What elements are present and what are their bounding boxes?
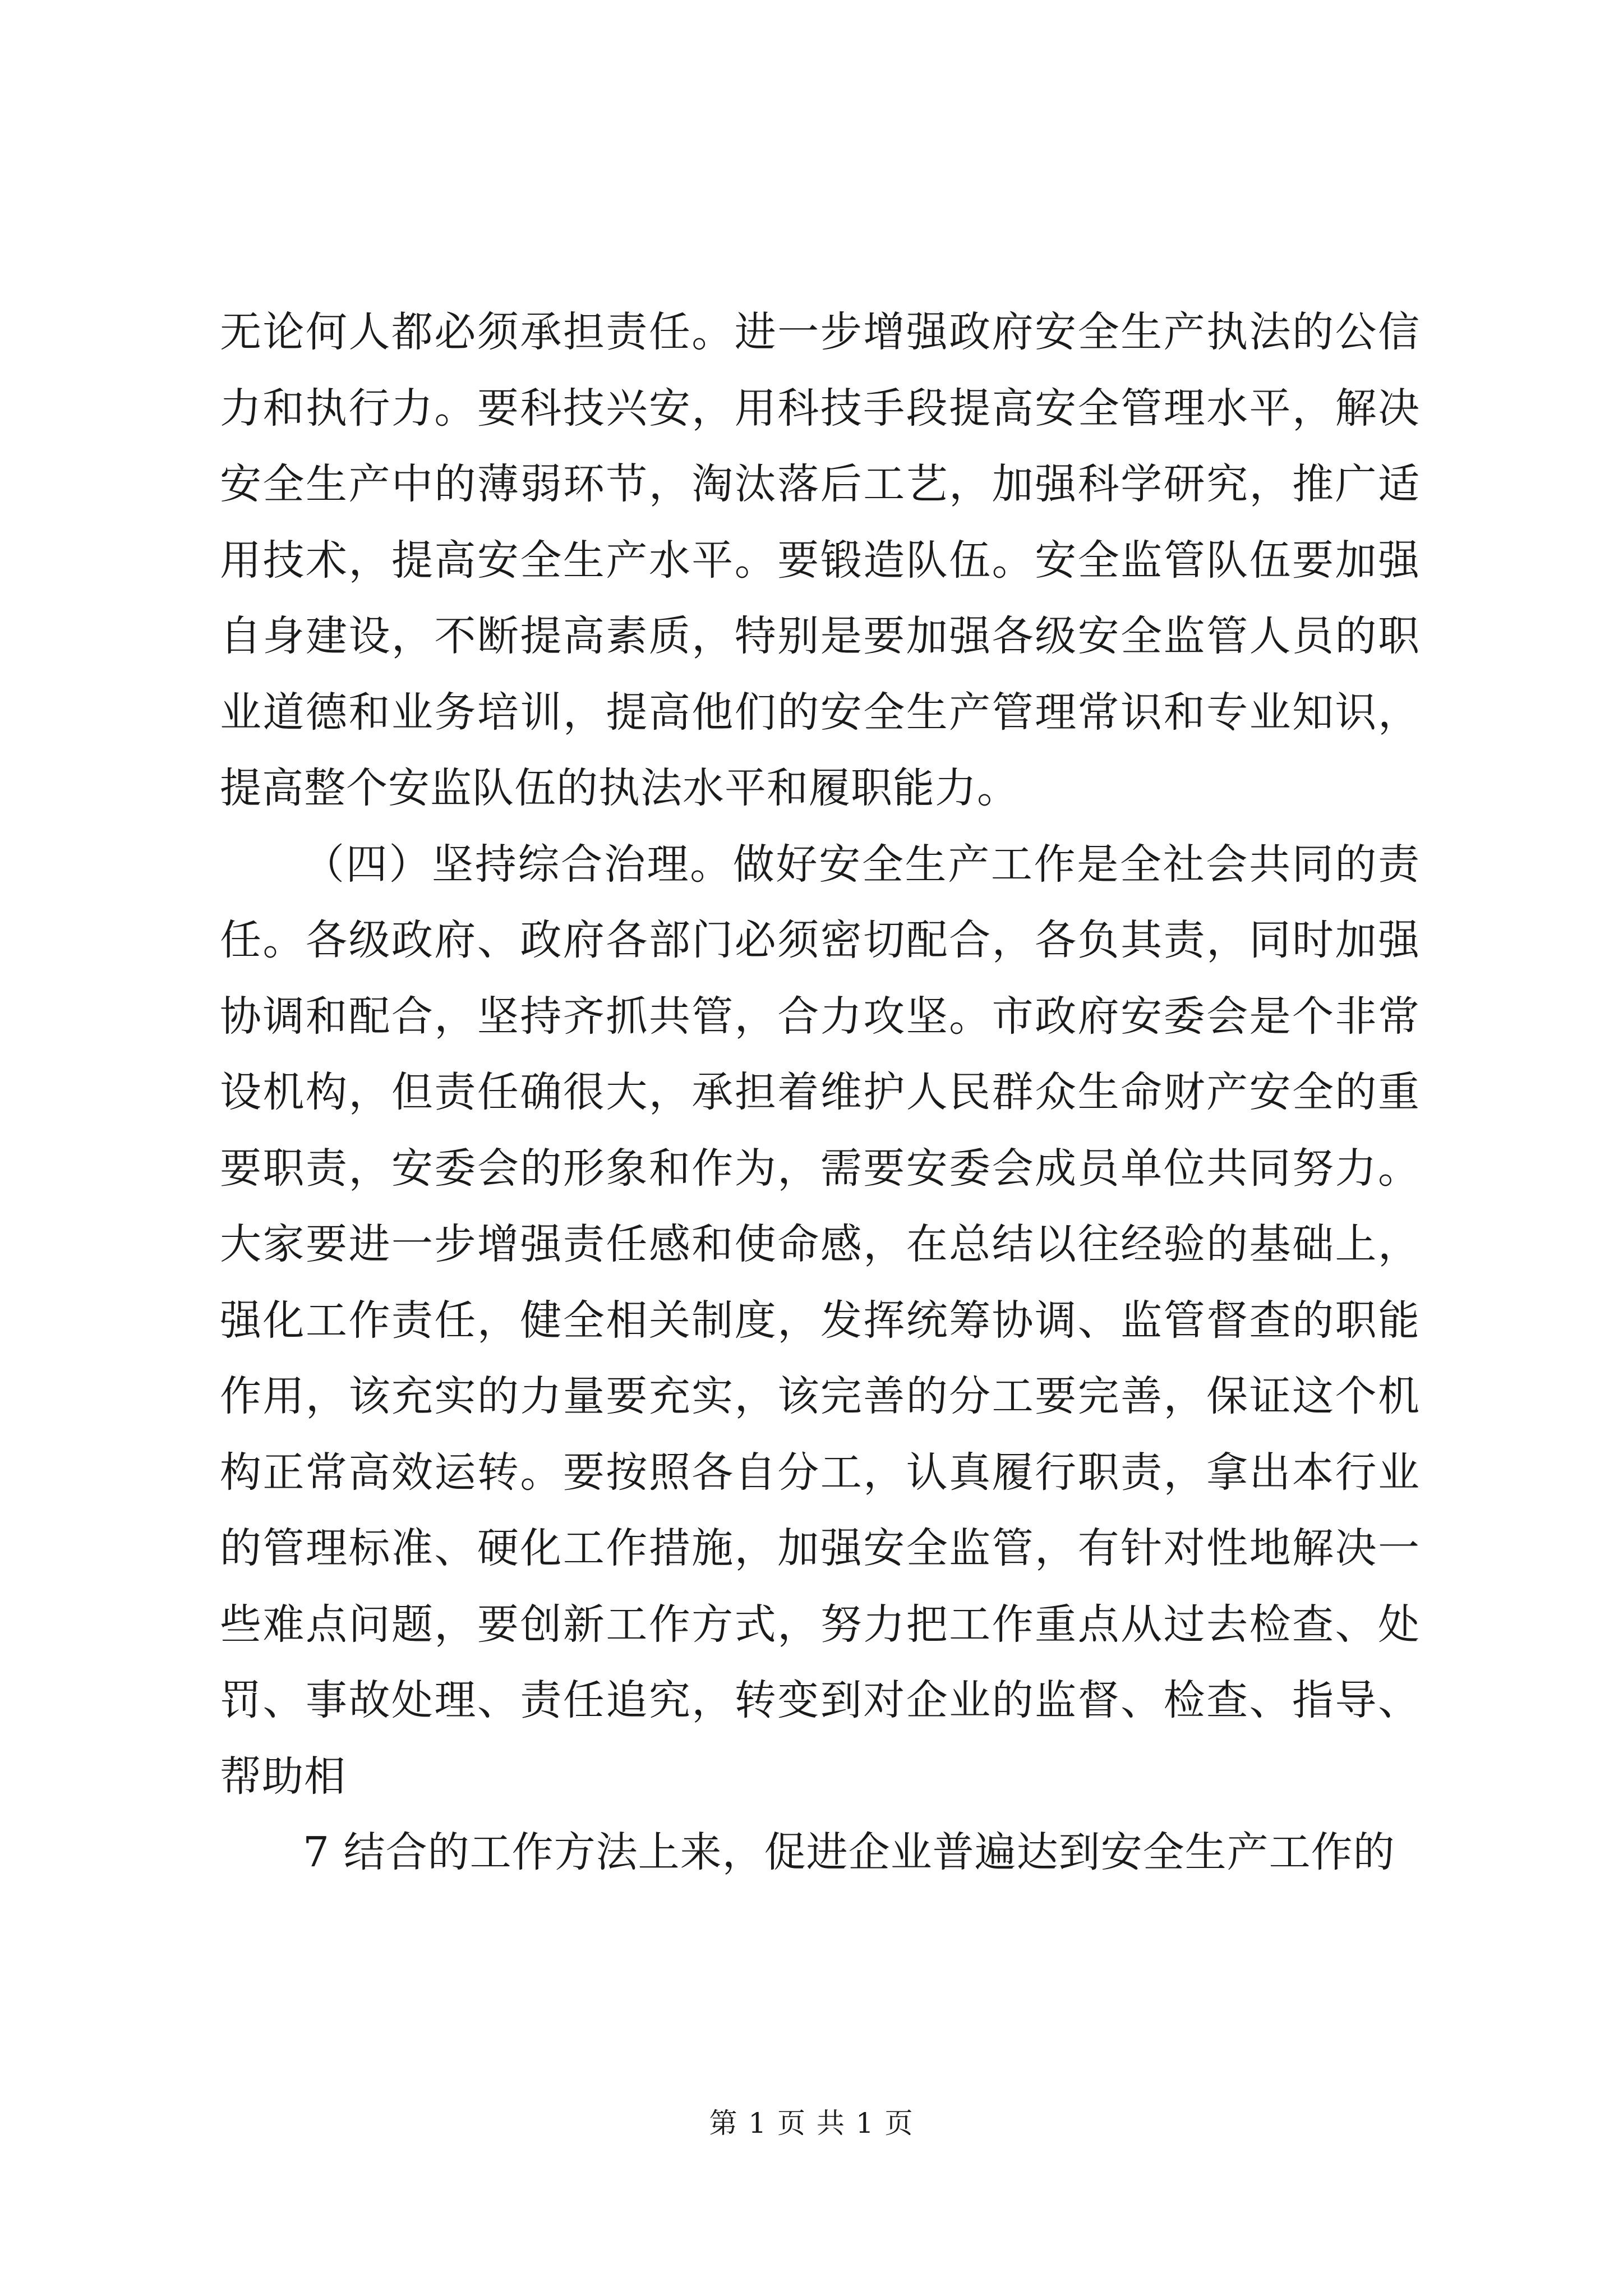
page-footer: 第 1 页 共 1 页 <box>709 2107 914 2139</box>
document-body <box>220 295 1420 1891</box>
paragraph-continuation: 无论何人都必须承担责任。进一步增强政府安全生产执法的公信力和执行力。要科技兴安，用科技手段提高安全管理水平，解决安全生产中的薄弱环节，淘汰落后工艺，加强科学研究，推广适用技术，提高安全生产水平。要锻造队伍。安全监管队伍要加强自身建设，不断提高素质，特别是要加强各级安全监管人员的职业道德和业务培训，提高他们的安全生产管理常识和专业知识，提高整个安监队伍的执法水平和履职能力。 <box>220 308 1420 812</box>
paragraph-section-four: （四）坚持综合治理。做好安全生产工作是全社会共同的责任。各级政府、政府各部门必须密切配合，各负其责，同时加强协调和配合，坚持齐抓共管，合力攻坚。市政府安委会是个非常设机构，但责任确很大，承担着维护人民群众生命财产安全的重要职责，安委会的形象和作为，需要安委会成员单位共同努力。大家要进一步增强责任感和使命感，在总结以往经验的基础上，强化工作责任，健全相关制度，发挥统筹协调、监管督查的职能作用，该充实的力量要充实，该完善的分工要完善，保证这个机构正常高效运转。要按照各自分工，认真履行职责，拿出本行业的管理标准、硬化工作措施，加强安全监管，有针对性地解决一些难点问题，要创新工作方式，努力把工作重点从过去检查、处罚、事故处理、责任追究，转变到对企业的监督、检查、指导、帮助相 <box>220 840 1420 1801</box>
paragraph-page-seven-start: 7 结合的工作方法上来，促进企业普遍达到安全生产工作的 <box>303 1828 1395 1876</box>
